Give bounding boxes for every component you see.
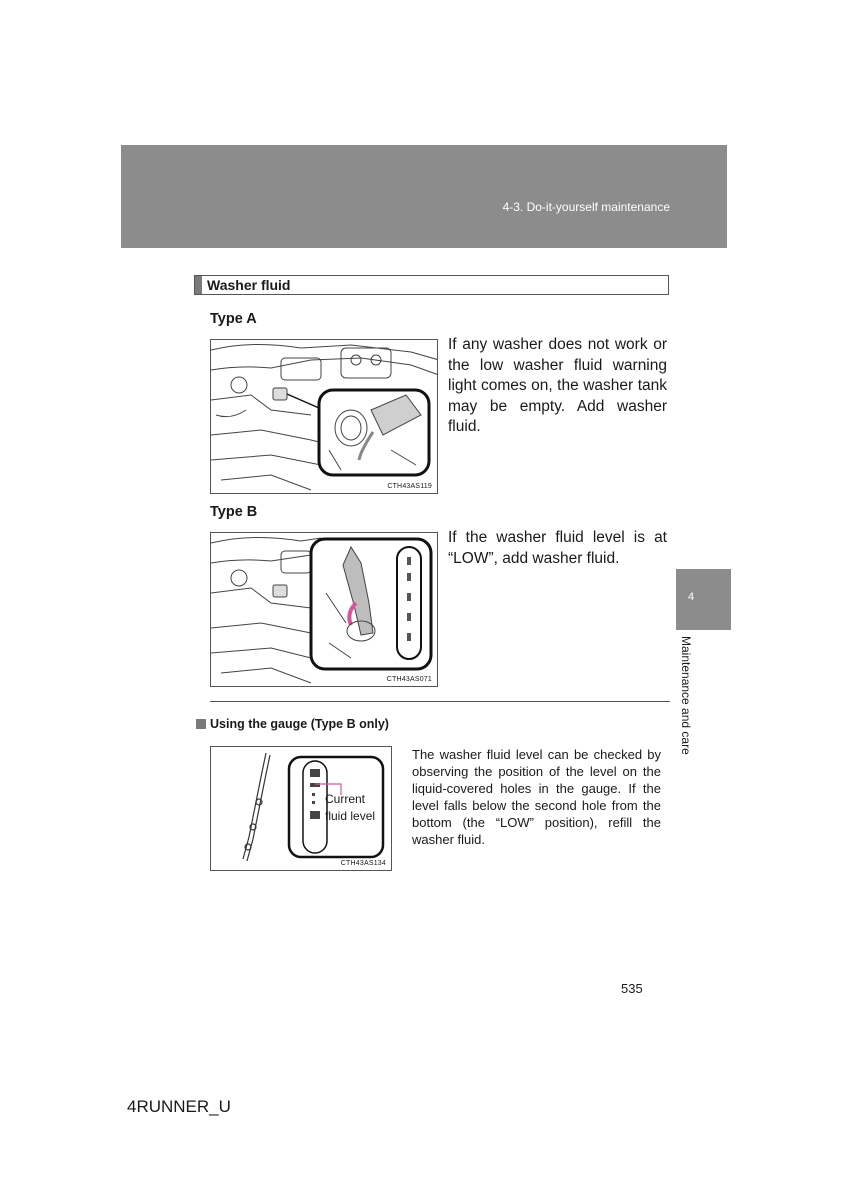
footer-model: 4RUNNER_U [127,1097,231,1116]
header-band [121,145,727,248]
chapter-label [679,636,699,776]
type-b-figure [210,532,438,687]
type-a-figure-code: CTH43AS119 [387,483,432,490]
type-a-label: Type A [210,311,257,327]
section-title: Washer fluid [207,277,291,293]
engine-bay-illustration-b [211,533,438,687]
type-b-label: Type B [210,504,258,520]
chapter-number: 4 [688,591,695,603]
type-b-text: If the washer fluid level is at “LOW”, add washer fluid. [448,529,667,567]
callout-fluid-level: fluid level [325,809,376,823]
page-number: 535 [621,981,643,996]
chapter-tab [676,569,731,630]
chapter-label-text: Maintenance and care [679,636,693,755]
type-a-text: If any washer does not work or the low washer fluid warning light comes on, the washer tank may be empty. Add washer fluid. [448,336,667,435]
header-section-title: 4-3. Do-it-yourself maintenance [502,200,670,214]
gauge-heading-text: Using the gauge (Type B only) [210,717,389,731]
section-title-bar [194,275,669,295]
section-marker [195,276,202,294]
gauge-figure-code: CTH43AS134 [340,860,386,867]
gauge-text: The washer fluid level can be checked by observing the position of the level on the liquid-covered holes in the gauge. If the level falls below the second hole from the bottom (the “LOW” position), refill the washer fluid. [412,747,661,847]
type-a-figure [210,339,438,494]
engine-bay-illustration-a [211,340,438,494]
bullet-square-icon [196,719,206,729]
gauge-heading [196,717,389,731]
section-divider [210,701,670,702]
type-b-figure-code: CTH43AS071 [386,676,432,683]
callout-current: Current [325,792,366,806]
